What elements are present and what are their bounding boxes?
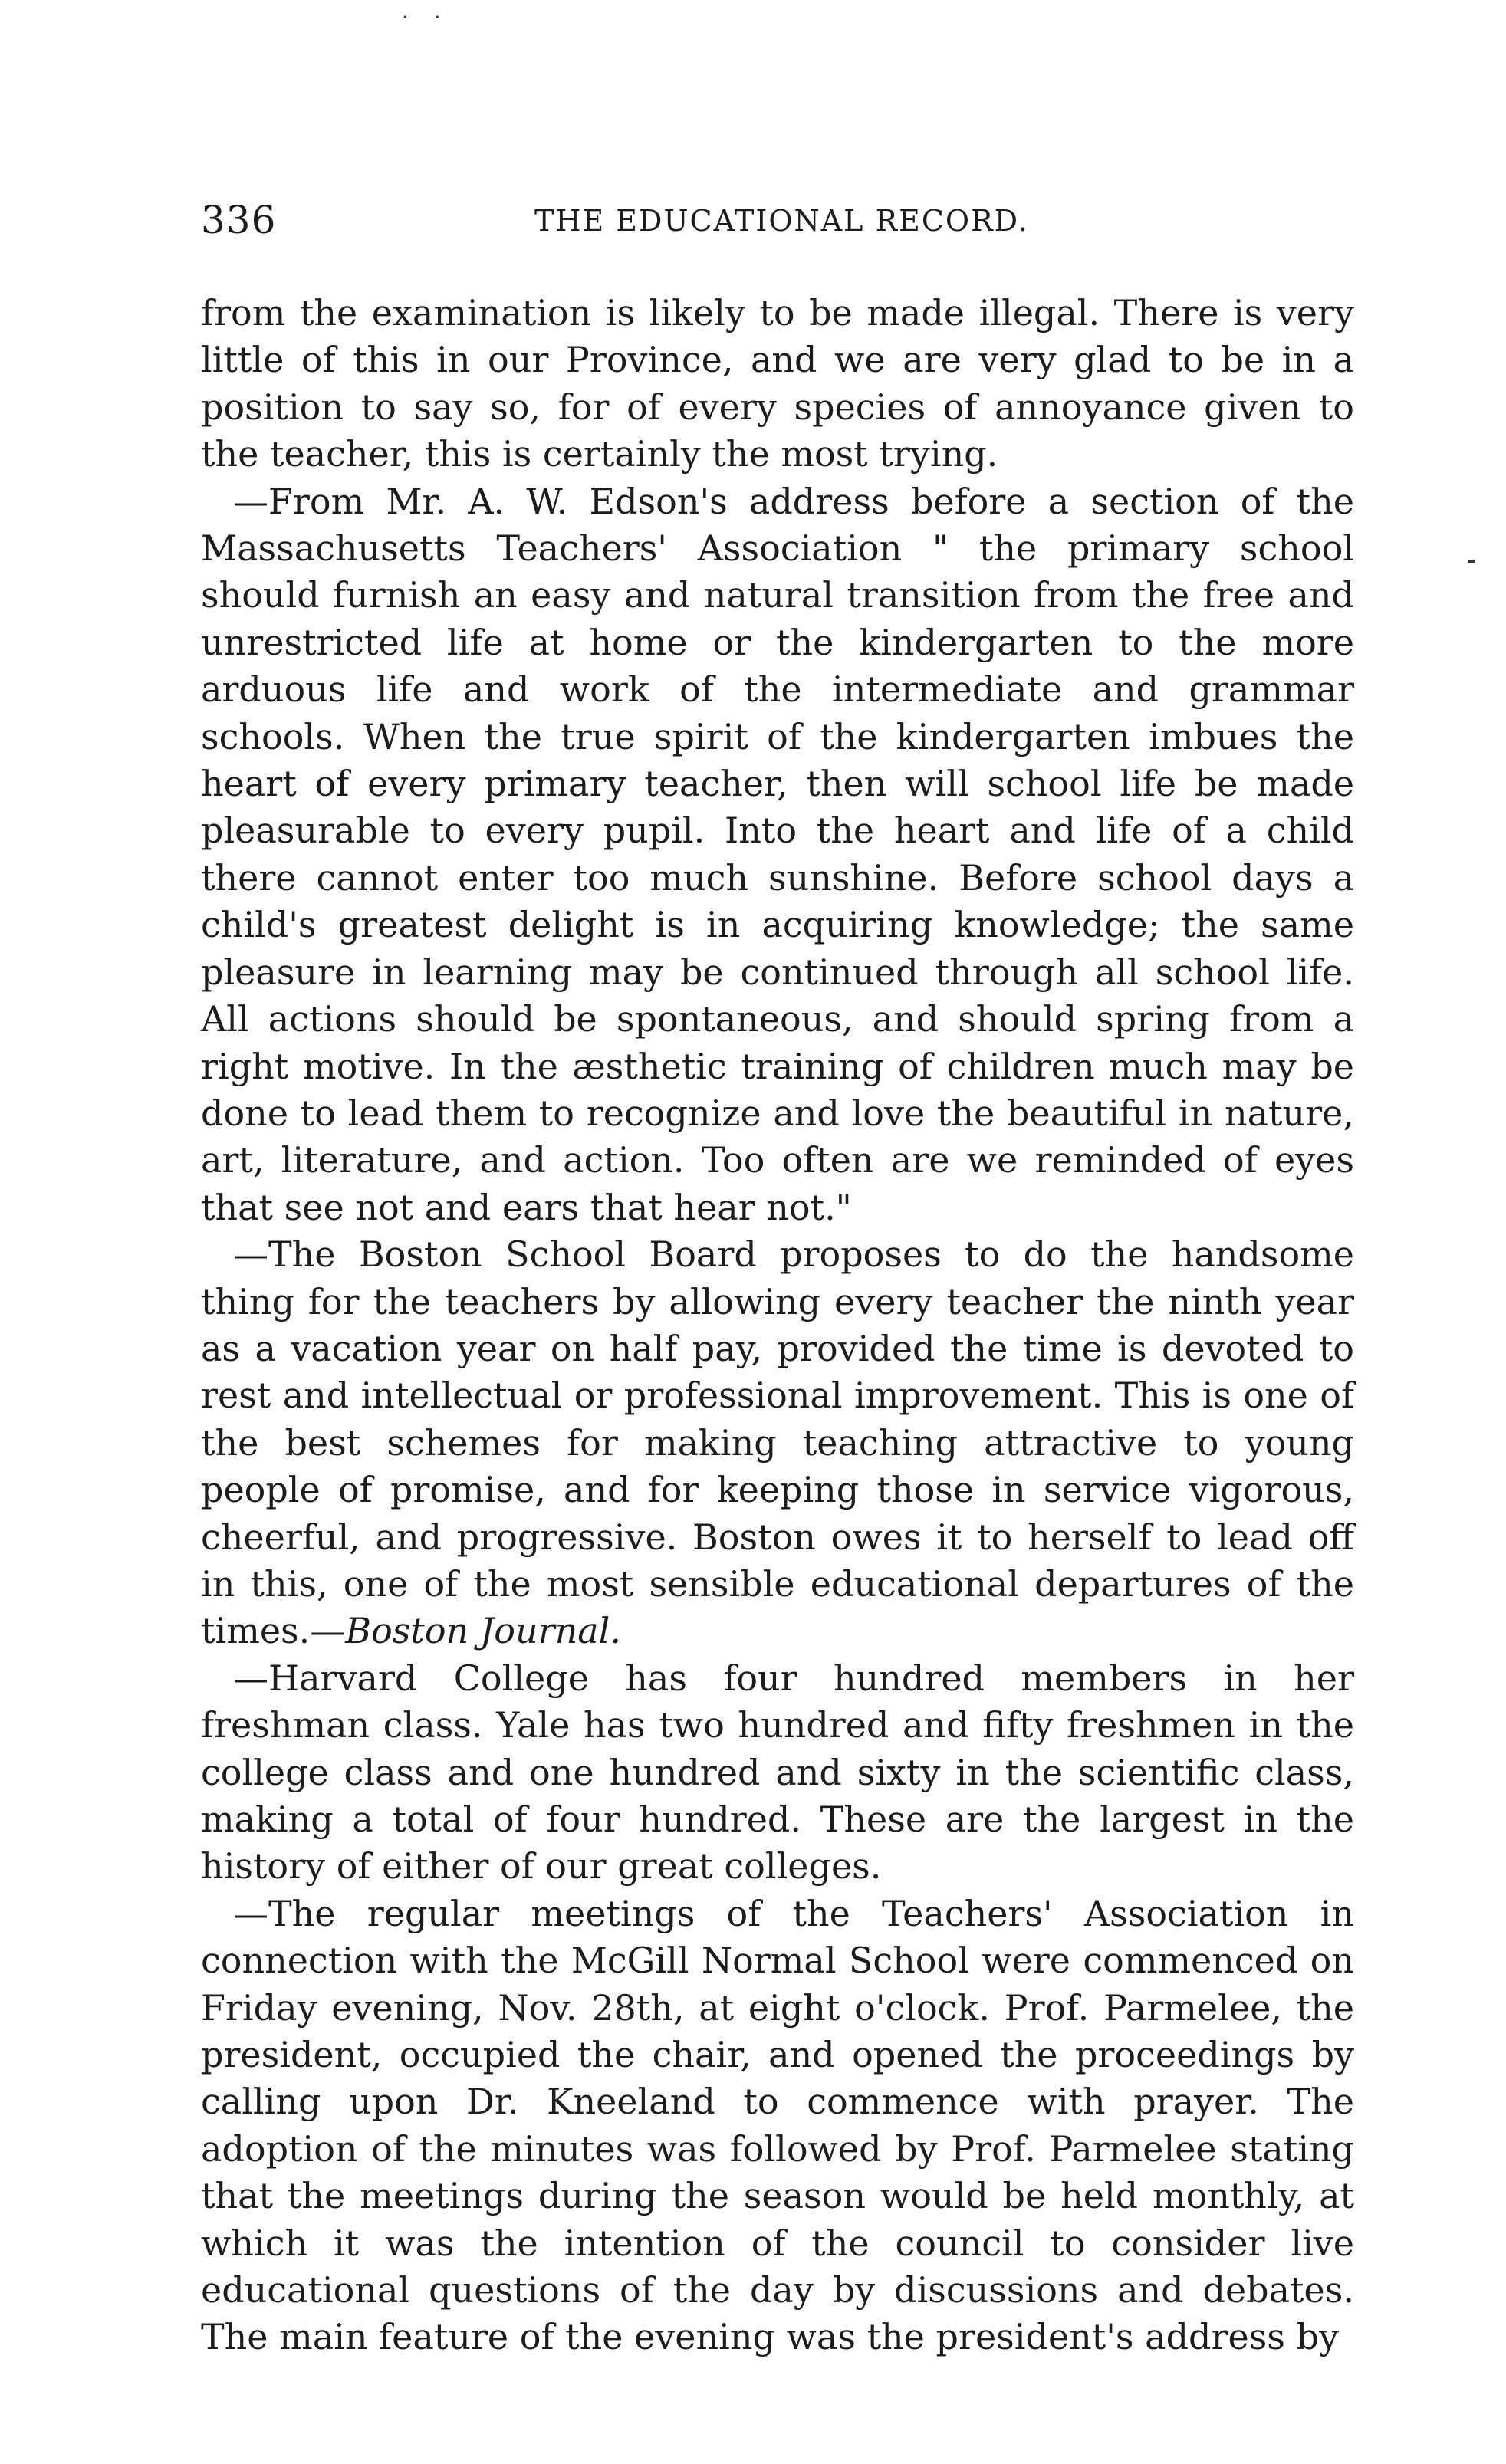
source-citation: Boston Journal. xyxy=(345,1610,621,1652)
paragraph-text: —From Mr. A. W. Edson's address before a section of the Massachusetts Teachers' Association " the primary school should furnish an easy and natural transition from the free and unrestricted life at home or the kindergarten to the more arduous life and work of the intermediate and grammar schools. When the true spirit of the kindergarten imbues the heart of every primary teacher, then will school life be made pleasurable to every pupil. Into the heart and life of a child there cannot enter too much sunshine. Before school days a child's greatest delight is in acquiring knowledge; the same pleasure in learning may be continued through all school life. All actions should be spontaneous, and should spring from a right motive. In the æsthetic training of children much may be done to lead them to recognize and love the beautiful in nature, art, literature, and action. Too often are we reminded of eyes that see not and ears that hear not." xyxy=(201,480,1354,1228)
running-head xyxy=(201,198,1354,251)
paragraph-edson-address xyxy=(201,478,1354,1232)
page-number: 336 xyxy=(201,198,277,242)
paragraph-harvard-yale xyxy=(201,1655,1354,1891)
paragraph-text: —The Boston School Board proposes to do the handsome thing for the teachers by allowing every teacher the ninth year as a vacation year on half pay, provided the time is devoted to rest and intellectual or professional improvement. This is one of the best schemes for making teaching attractive to young people of promise, and for keeping those in service vigorous, cheerful, and progressive. Boston owes it to herself to lead off in this, one of the most sensible educational departures of the times.— xyxy=(201,1234,1354,1652)
article-body xyxy=(201,290,1354,2361)
journal-title: THE EDUCATIONAL RECORD. xyxy=(534,204,1029,238)
paragraph-continuation xyxy=(201,290,1354,478)
margin-mark xyxy=(1468,560,1475,563)
paragraph-text: —Harvard College has four hundred members in her freshman class. Yale has two hundred and fifty freshmen in the college class and one hundred and sixty in the scientific class, making a total of four hundred. These are the largest in the history of either of our great colleges. xyxy=(201,1657,1354,1887)
paragraph-text: —The regular meetings of the Teachers' Association in connection with the McGill Normal School were commenced on Friday evening, Nov. 28th, at eight o'clock. Prof. Parmelee, the president, occupied the chair, and opened the proceedings by calling upon Dr. Kneeland to commence with prayer. The adoption of the minutes was followed by Prof. Parmelee stating that the meetings during the season would be held monthly, at which it was the intention of the council to consider live educational questions of the day by discussions and debates. The main feature of the evening was the president's address by xyxy=(201,1892,1354,2358)
paragraph-boston-school-board xyxy=(201,1231,1354,1655)
scan-specks: · · xyxy=(402,5,450,30)
paragraph-text: from the examination is likely to be made illegal. There is very little of this in our Province, and we are very glad to be in a position to say so, for of every species of annoyance given to the teacher, this is certainly the most trying. xyxy=(201,292,1354,475)
paragraph-teachers-association xyxy=(201,1891,1354,2361)
